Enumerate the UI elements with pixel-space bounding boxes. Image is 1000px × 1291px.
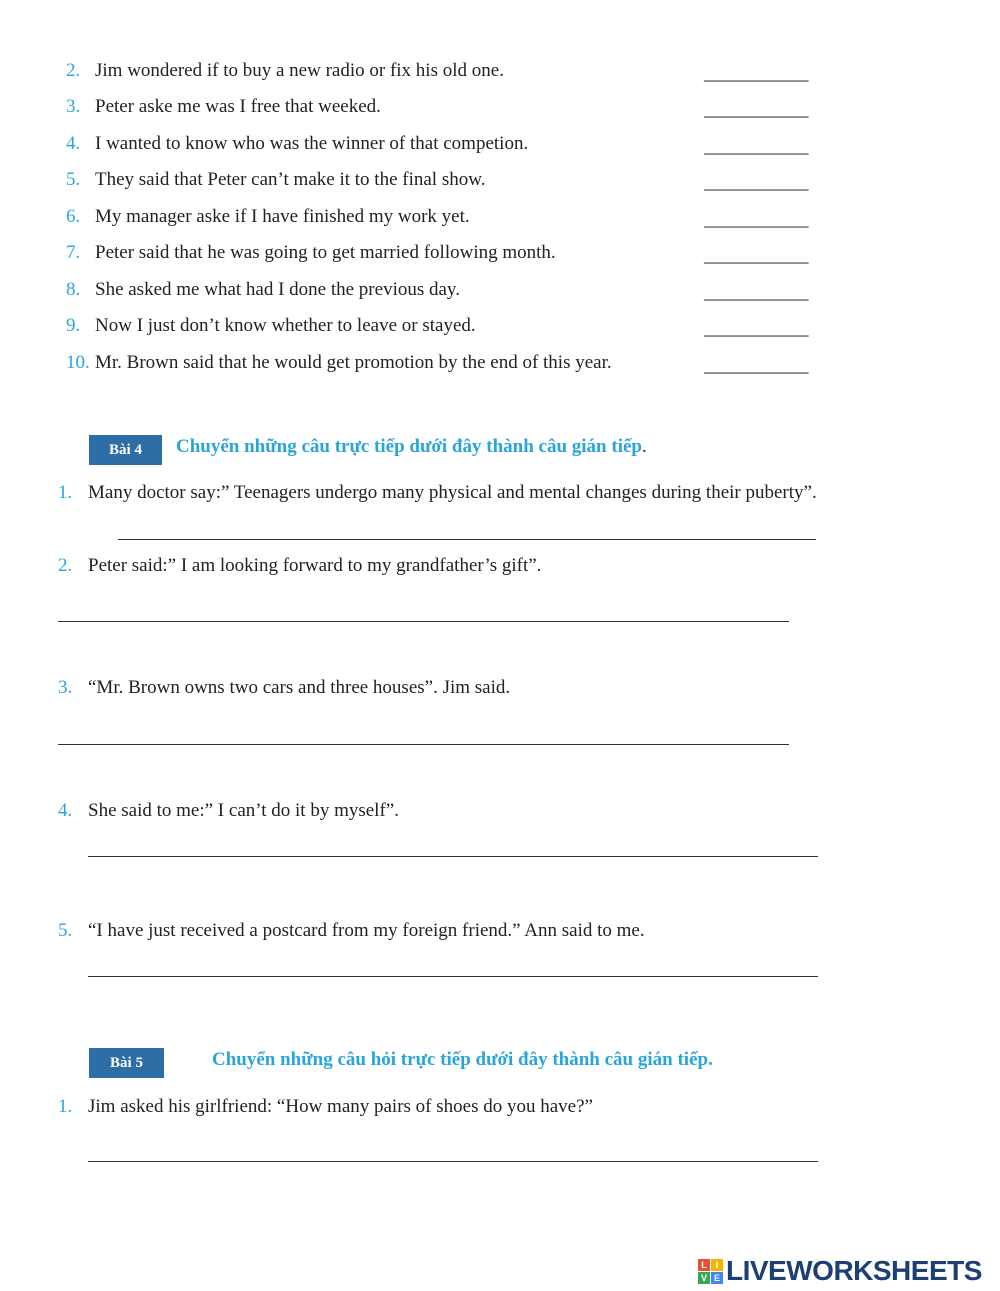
answer-blank[interactable]: ___________ — [704, 99, 809, 120]
section4-title-text: Chuyển những câu trực tiếp dưới đây thành câu gián tiếp — [176, 436, 642, 457]
item-sentence: My manager aske if I have finished my work yet. — [95, 206, 470, 227]
item-sentence: “Mr. Brown owns two cars and three houses”. Jim said. — [88, 677, 511, 698]
answer-line[interactable] — [58, 744, 789, 745]
item-sentence: She said to me:” I can’t do it by myself”. — [88, 800, 399, 821]
item-number: 3. — [58, 677, 73, 698]
item-sentence: She asked me what had I done the previous day. — [95, 279, 460, 300]
item-sentence: Peter said:” I am looking forward to my grandfather’s gift”. — [88, 555, 542, 576]
answer-blank[interactable]: ___________ — [704, 63, 809, 84]
logo-mark-letter: V — [698, 1272, 710, 1284]
item-sentence: “I have just received a postcard from my foreign friend.” Ann said to me. — [88, 920, 645, 941]
item-number: 3. — [66, 96, 81, 117]
logo-text: LIVEWORKSHEETS — [726, 1255, 982, 1286]
item-sentence: Mr. Brown said that he would get promotion by the end of this year. — [95, 352, 612, 373]
logo-mark-letter: I — [711, 1259, 723, 1271]
logo-mark-letter: L — [698, 1259, 710, 1271]
item-number: 2. — [66, 60, 81, 81]
answer-line[interactable] — [88, 1161, 818, 1162]
item-sentence: They said that Peter can’t make it to the final show. — [95, 169, 486, 190]
item-number: 8. — [66, 279, 81, 300]
liveworksheets-logo — [698, 1256, 982, 1286]
item-sentence: Now I just don’t know whether to leave or stayed. — [95, 315, 476, 336]
item-sentence: I wanted to know who was the winner of that competion. — [95, 133, 529, 154]
section4-badge: Bài 4 — [89, 435, 162, 465]
answer-line[interactable] — [88, 976, 818, 977]
item-number: 4. — [58, 800, 73, 821]
answer-blank[interactable]: ___________ — [704, 355, 809, 376]
item-sentence: Jim wondered if to buy a new radio or fix his old one. — [95, 60, 504, 81]
item-sentence: Peter aske me was I free that weeked. — [95, 96, 381, 117]
answer-blank[interactable]: ___________ — [704, 282, 809, 303]
answer-line[interactable] — [58, 621, 789, 622]
item-number: 1. — [58, 1096, 73, 1117]
item-number: 2. — [58, 555, 73, 576]
item-number: 5. — [58, 920, 73, 941]
item-number: 1. — [58, 482, 73, 503]
item-number: 9. — [66, 315, 81, 336]
answer-blank[interactable]: ___________ — [704, 209, 809, 230]
logo-mark-icon — [698, 1259, 723, 1284]
item-sentence: Many doctor say:” Teenagers undergo many physical and mental changes during their puberty”. — [88, 482, 817, 503]
answer-blank[interactable]: ___________ — [704, 172, 809, 193]
logo-mark-letter: E — [711, 1272, 723, 1284]
item-number: 10. — [66, 352, 90, 373]
answer-blank[interactable]: ___________ — [704, 245, 809, 266]
section5-title: Chuyển những câu hỏi trực tiếp dưới đây thành câu gián tiếp. — [212, 1049, 713, 1070]
answer-line[interactable] — [88, 856, 818, 857]
answer-blank[interactable]: ___________ — [704, 136, 809, 157]
item-number: 7. — [66, 242, 81, 263]
item-number: 6. — [66, 206, 81, 227]
section4-title-period: . — [641, 436, 647, 457]
item-sentence: Jim asked his girlfriend: “How many pairs of shoes do you have?” — [88, 1096, 593, 1117]
item-sentence: Peter said that he was going to get married following month. — [95, 242, 556, 263]
answer-line[interactable] — [118, 539, 816, 540]
item-number: 5. — [66, 169, 81, 190]
item-number: 4. — [66, 133, 81, 154]
section4-title — [176, 435, 647, 459]
answer-blank[interactable]: ___________ — [704, 318, 809, 339]
section5-badge: Bài 5 — [89, 1048, 164, 1078]
